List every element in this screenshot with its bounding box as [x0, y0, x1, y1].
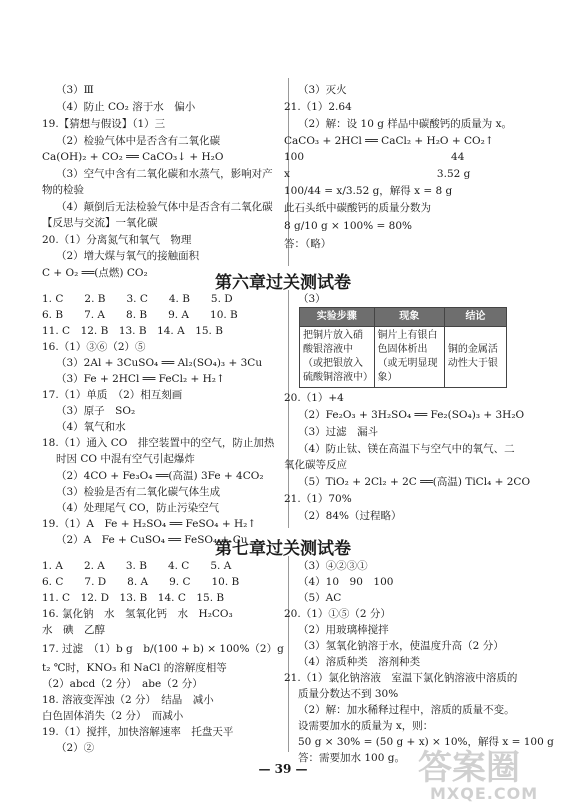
table-header: 现象 [374, 308, 444, 327]
answer-line: （3）检验是否有二氧化碳气体生成 [56, 486, 221, 498]
answer-line: 答：（略） [284, 238, 332, 250]
answer-line: 17. 过滤 （1）b g b/(100 + b) × 100%（2）g [42, 643, 284, 655]
answer-line: （4）处理尾气 CO，防止污染空气 [56, 502, 220, 514]
answer-line: 21.（1）2.64 [284, 101, 352, 113]
answer-line: （4）防止钛、镁在高温下与空气中的氧气、二 [298, 443, 515, 455]
answer-line: （2）A Fe + CuSO₄ ══ FeSO₄ + Cu [56, 534, 248, 546]
answer-line: 18. 溶液变浑浊（2 分） 结晶 减小 [42, 694, 214, 706]
answer-line: 18.（1）通入 CO 排空装置中的空气，防止加热 [42, 437, 275, 449]
watermark-url: MXQE.COM [430, 784, 539, 803]
table-header: 实验步骤 [300, 308, 375, 327]
answer-line: 时因 CO 中混有空气引起爆炸 [56, 453, 195, 465]
answer-line: 17.（1）单质 （2）相互刻画 [42, 389, 183, 401]
answer-line: t₂ ℃时，KNO₃ 和 NaCl 的溶解度相等 [42, 662, 227, 674]
answer-line: 19.（1）搅拌，加快溶解速率 托盘天平 [42, 726, 234, 738]
answer-line: （4）颠倒后无法检验气体中是否含有二氧化碳 [56, 201, 273, 213]
answer-line: 100/44 = x/3.52 g，解得 x = 8 g [284, 185, 453, 197]
answer-line: （2）Fe₂O₃ + 3H₂SO₄ ══ Fe₂(SO₄)₃ + 3H₂O [298, 409, 525, 421]
page-number: — 39 — [258, 762, 308, 776]
answer-line: 16. 氯化钠 水 氢氧化钙 水 H₂CO₃ [42, 608, 233, 620]
answer-line: （2）4CO + Fe₃O₄ ══(高温) 3Fe + 4CO₂ [56, 470, 264, 482]
table-cell-conclusion: 铜的金属活动性大于银 [444, 327, 506, 388]
answer-line: （4）10 90 100 [298, 576, 394, 588]
answer-line: 19.【猜想与假设】（1）三 [42, 118, 166, 130]
answer-line: 6. C 7. D 8. A 9. C 10. B [42, 576, 240, 588]
answer-line: 【反思与交流】一氧化碳 [42, 217, 158, 229]
watermark-logo: 答案圈 [418, 748, 520, 788]
answer-line: Ca(OH)₂ + CO₂ ══ CaCO₃↓ + H₂O [42, 151, 224, 163]
answer-line: 水 碘 乙醇 [42, 624, 105, 636]
answer-line: 11. C 12. D 13. B 14. C 15. B [42, 592, 225, 604]
answer-line: （5）AC [298, 592, 342, 604]
answer-line: 20.（1）+4 [284, 392, 344, 404]
answer-line: x 3.52 g [284, 168, 471, 180]
chapter6-title: 第六章过关测试卷 [215, 273, 351, 293]
answer-line: （3）过滤 漏斗 [298, 426, 379, 438]
answer-line: 质量分数达不到 30% [298, 688, 399, 700]
table-header: 结论 [444, 308, 506, 327]
table-row [300, 327, 507, 388]
answer-line: 8 g/10 g × 100% = 80% [284, 220, 412, 232]
answer-line: 6. B 7. A 8. B 9. A 10. B [42, 309, 238, 321]
answer-line: 氧化碳等反应 [284, 459, 347, 471]
answer-line: 20.（1）①⑤（2 分） [284, 608, 391, 620]
chapter7-title: 第七章过关测试卷 [215, 539, 351, 559]
answer-line: （4）溶质种类 溶剂种类 [298, 656, 421, 668]
answer-line: （5）TiO₂ + 2Cl₂ + 2C ══(高温) TiCl₄ + 2CO [298, 476, 531, 488]
experiment-table [299, 307, 507, 388]
answer-line: （2）增大煤与氧气的接触面积 [56, 250, 200, 262]
answer-line: （2）② [56, 742, 95, 754]
answer-line: （3）Fe + 2HCl ══ FeCl₂ + H₂↑ [56, 373, 225, 385]
answer-line: 16.（1）③⑥（2）⑤ [42, 341, 146, 353]
answer-line: 21.（1）氯化钠溶液 室温下氯化钠溶液中溶质的 [284, 672, 518, 684]
answer-line: 19.（1）A Fe + H₂SO₄ ══ FeSO₄ + H₂↑ [42, 518, 257, 530]
answer-line: （4）氧气和水 [56, 421, 126, 433]
answer-line: （3）2Al + 3CuSO₄ ══ Al₂(SO₄)₃ + 3Cu [56, 357, 263, 369]
answer-line: 50 g × 30% = (50 g + x) × 10%，解得 x = 100 g [298, 736, 554, 748]
answer-line: （2）检验气体中是否含有二氧化碳 [56, 135, 221, 147]
table-header-row [300, 308, 507, 327]
answer-line: （3） [298, 293, 326, 305]
answer-line: （2）84%（过程略） [298, 510, 402, 522]
answer-line: （2）用玻璃棒搅拌 [298, 624, 389, 636]
answer-line: CaCO₃ + 2HCl ══ CaCl₂ + H₂O + CO₂↑ [284, 135, 494, 147]
answer-line: 白色固体消失（2 分） 而减小 [42, 710, 184, 722]
answer-line: （3）灭火 [298, 84, 347, 96]
table-cell-phenomenon: 铜片上有银白色固体析出（或无明显现象） [374, 327, 444, 388]
table-cell-step: 把铜片放入硝酸银溶液中（或把银放入硫酸铜溶液中） [300, 327, 375, 388]
answer-line: （4）防止 CO₂ 溶于水 偏小 [56, 101, 196, 113]
answer-line: 21.（1）70% [284, 493, 352, 505]
answer-line: （3）④②③① [298, 560, 368, 572]
answer-line: （2）abcd（2 分） abe（2 分） [42, 678, 203, 690]
answer-line: （3）Ⅲ [56, 84, 94, 96]
answer-line: 100 44 [284, 151, 465, 163]
answer-line: 11. C 12. B 13. B 14. A 15. B [42, 325, 223, 337]
answer-line: 1. A 2. A 3. B 4. C 5. A [42, 560, 232, 572]
answer-line: C + O₂ ══(点燃) CO₂ [42, 267, 148, 279]
answer-line: （3）空气中含有二氧化碳和水蒸气，影响对产 [56, 168, 273, 180]
column-divider-bottom [288, 556, 289, 752]
answer-line: 答：需要加水 100 g。 [298, 752, 405, 764]
answer-line: 物的检验 [42, 184, 84, 196]
answer-line: （2）解：设 10 g 样品中碳酸钙的质量为 x。 [298, 118, 513, 130]
answer-line: 设需要加水的质量为 x，则： [298, 720, 434, 732]
answer-line: （2）解：加水稀释过程中，溶质的质量不变。 [298, 704, 515, 716]
answer-line: 此石头纸中碳酸钙的质量分数为 [284, 202, 431, 214]
answer-line: （3）原子 SO₂ [56, 405, 136, 417]
answer-line: 1. C 2. B 3. C 4. B 5. D [42, 293, 233, 305]
answer-line: 20.（1）分离氮气和氧气 物理 [42, 234, 192, 246]
answer-line: （3）氢氧化钠溶于水，使温度升高（2 分） [298, 640, 504, 652]
